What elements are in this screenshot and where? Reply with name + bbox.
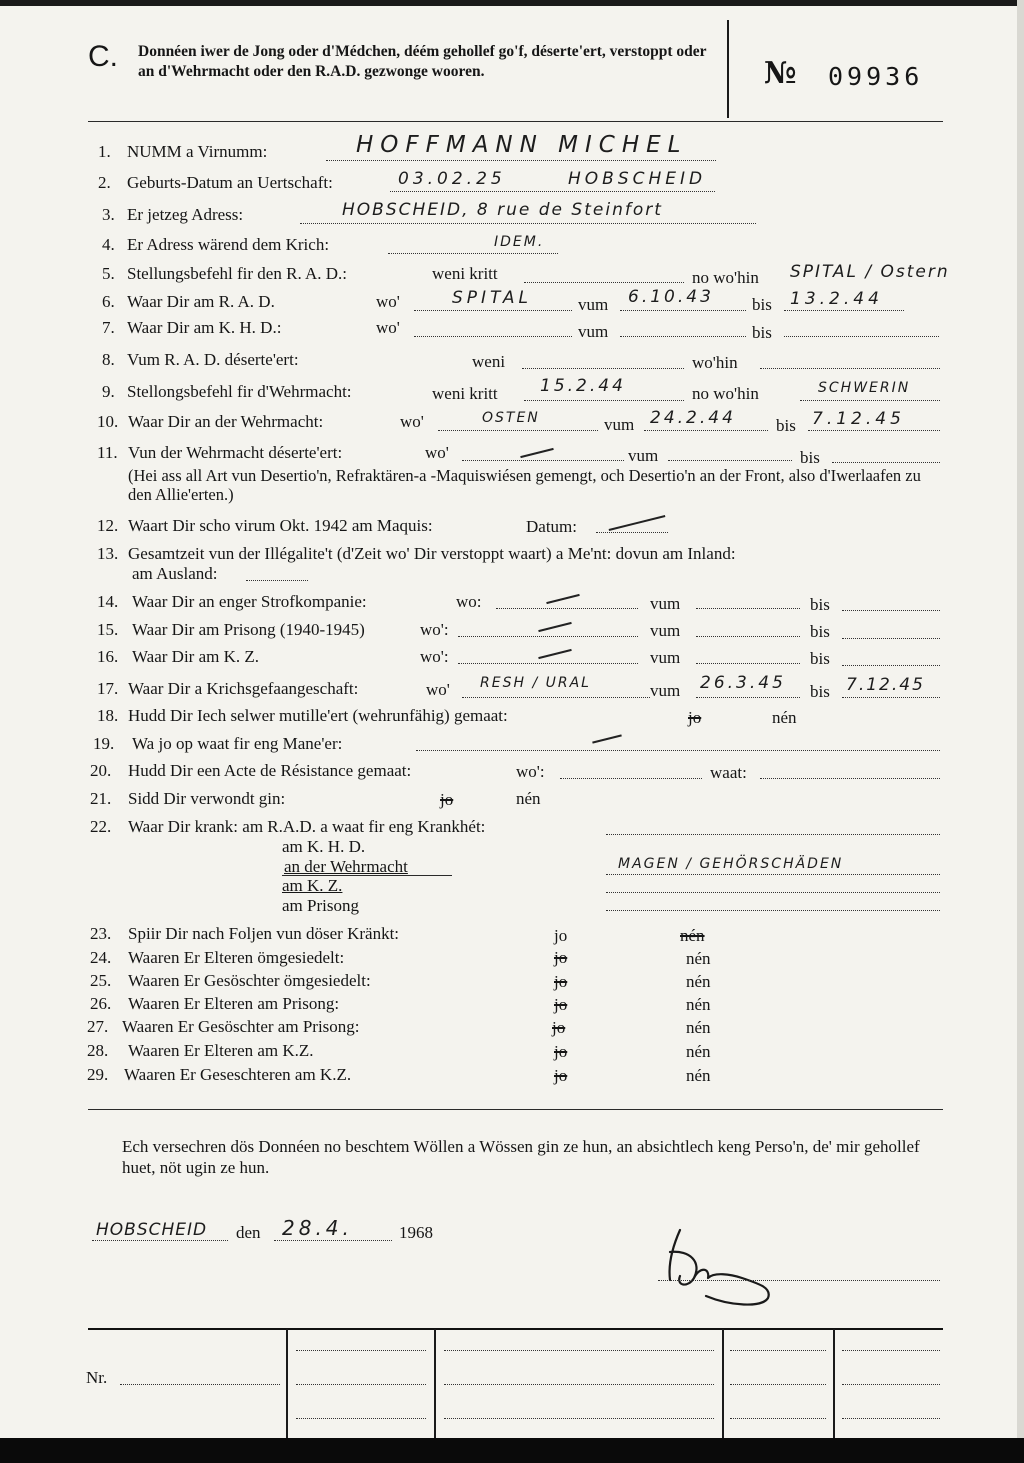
place-line[interactable]	[92, 1240, 228, 1241]
footer-c2-line-1[interactable]	[444, 1350, 714, 1351]
field-9-wohin-line[interactable]	[800, 400, 940, 401]
field-19-line[interactable]	[416, 750, 940, 751]
field-9-label: Stellongsbefehl fir d'Wehrmacht:	[127, 382, 352, 401]
field-15-bis: bis	[810, 622, 830, 641]
field-14-bis-line[interactable]	[842, 610, 940, 611]
footer-col-1	[286, 1329, 288, 1439]
field-28-number: 28.	[87, 1041, 109, 1060]
field-8-number: 8.	[102, 350, 115, 369]
field-11-bis-line[interactable]	[832, 462, 940, 463]
field-10-wo-line[interactable]	[438, 430, 598, 431]
field-17-bis: bis	[810, 682, 830, 701]
field-8-wohin-line[interactable]	[760, 368, 940, 369]
field-18-label: Hudd Dir Iech selwer mutille'ert (wehrunfähig) gemaat:	[128, 706, 508, 725]
field-16-dash	[538, 649, 571, 659]
field-25-nen[interactable]: nén	[686, 972, 711, 991]
field-15-wo-line[interactable]	[458, 636, 638, 637]
field-22-khd: am K. H. D.	[282, 837, 366, 856]
field-16-bis-line[interactable]	[842, 665, 940, 666]
field-27-nen[interactable]: nén	[686, 1018, 711, 1037]
field-4-number: 4.	[102, 235, 115, 254]
field-1-label: NUMM a Virnumm:	[127, 142, 268, 161]
field-11-vum: vum	[628, 446, 659, 465]
field-4-line[interactable]	[388, 253, 558, 254]
field-16-number: 16.	[97, 647, 119, 666]
field-19-label: Wa jo op waat fir eng Mane'er:	[132, 734, 343, 753]
nr-label: Nr.	[86, 1368, 108, 1387]
field-6-bis: bis	[752, 295, 772, 314]
field-16-vum: vum	[650, 648, 681, 667]
field-12-datum-line[interactable]	[596, 532, 668, 533]
field-24-jo[interactable]: jo	[554, 948, 568, 967]
field-7-vum-line[interactable]	[620, 336, 746, 337]
scan-edge-top	[0, 0, 1024, 6]
field-3-number: 3.	[102, 205, 115, 224]
field-9-nowohin: no wo'hin	[692, 384, 759, 403]
field-9-weni-line[interactable]	[524, 400, 684, 401]
header-divider	[727, 20, 729, 118]
field-25-label: Waaren Er Gesöschter ömgesiedelt:	[128, 971, 371, 990]
field-7-bis-line[interactable]	[784, 336, 939, 337]
field-19-number: 19.	[93, 734, 115, 753]
field-29-label: Waaren Er Geseschteren am K.Z.	[124, 1065, 352, 1084]
field-14-dash	[546, 594, 579, 604]
field-24-number: 24.	[90, 948, 112, 967]
field-17-number: 17.	[97, 679, 119, 698]
header-rule	[88, 121, 943, 122]
field-28-jo[interactable]: jo	[554, 1042, 568, 1061]
field-5-number: 5.	[102, 264, 115, 283]
field-14-bis: bis	[810, 595, 830, 614]
field-21-nen[interactable]: nén	[516, 789, 541, 808]
field-13-label: Gesamtzeit vun der Illégalite't (d'Zeit wo' Dir verstoppt waart) a Me'nt: dovun am Inland:	[128, 544, 736, 563]
field-11-vum-line[interactable]	[668, 460, 792, 461]
field-29-nen[interactable]: nén	[686, 1066, 711, 1085]
field-14-label: Waar Dir an enger Strofkompanie:	[132, 592, 367, 611]
field-7-wo: wo'	[376, 318, 400, 337]
field-7-vum: vum	[578, 322, 609, 341]
footer-c3-line-3[interactable]	[730, 1418, 826, 1419]
footer-col-3	[722, 1329, 724, 1439]
nr-line[interactable]	[120, 1384, 280, 1385]
field-29-number: 29.	[87, 1065, 109, 1084]
footer-c4-line-2[interactable]	[842, 1384, 940, 1385]
field-2-line[interactable]	[390, 191, 715, 192]
field-22-line-rad[interactable]	[606, 834, 940, 835]
field-27-jo[interactable]: jo	[552, 1018, 566, 1037]
field-11-note: (Hei ass all Art vun Desertio'n, Refraktären-a -Maquiswiésen gemengt, och Desertio'n an der Front, also d'Iwerlaafen zu den Allie'erten.)	[128, 466, 921, 504]
field-7-wo-line[interactable]	[414, 336, 572, 337]
field-29-jo[interactable]: jo	[554, 1066, 568, 1085]
field-15-vum-line[interactable]	[696, 636, 800, 637]
field-5-weni-line[interactable]	[524, 282, 684, 283]
field-1-value: HOFFMANN MICHEL	[356, 132, 688, 158]
field-1-number: 1.	[98, 142, 111, 161]
date-line[interactable]	[274, 1240, 392, 1241]
field-13-number: 13.	[97, 544, 119, 563]
field-6-label: Waar Dir am R. A. D.	[127, 292, 275, 311]
field-2-place: HOBSCHEID	[568, 169, 707, 189]
field-2-date: 03.02.25	[398, 169, 506, 189]
field-16-wo: wo':	[420, 647, 449, 666]
field-16-label: Waar Dir am K. Z.	[132, 647, 260, 666]
field-6-wo-value: SPITAL	[452, 288, 532, 308]
place-value: HOBSCHEID	[96, 1220, 208, 1240]
field-14-vum-line[interactable]	[696, 608, 800, 609]
field-15-vum: vum	[650, 621, 681, 640]
field-15-bis-line[interactable]	[842, 638, 940, 639]
field-22-line-wehrmacht[interactable]	[606, 874, 940, 875]
year-label: 1968	[399, 1223, 433, 1242]
field-23-nen[interactable]: nén	[680, 926, 705, 945]
form-title: Donnéen iwer de Jong oder d'Médchen, déém gehollef go'f, déserte'ert, verstoppt oder an d'Wehrmacht oder den R.A.D. gezwonge wooren.	[138, 43, 707, 80]
footer-c4-line-3[interactable]	[842, 1418, 940, 1419]
field-2-label: Geburts-Datum an Uertschaft:	[127, 173, 333, 192]
field-11-label: Vun der Wehrmacht déserte'ert:	[128, 443, 343, 462]
field-20-wo-line[interactable]	[560, 778, 702, 779]
field-14-number: 14.	[97, 592, 119, 611]
field-8-wohin: wo'hin	[692, 353, 738, 372]
field-27-number: 27.	[87, 1017, 109, 1036]
field-17-bis-value: 7.12.45	[846, 675, 925, 695]
field-22-kz: am K. Z.	[282, 876, 343, 895]
field-13-ausland-line[interactable]	[246, 580, 308, 581]
declaration-text: Ech versechren dös Donnéen no beschtem Wöllen a Wössen gin ze hun, an absichtlech keng Perso'n, de' mir gehollef huet, nöt ugin ze hun.	[122, 1137, 920, 1177]
field-21-jo[interactable]: jo	[440, 790, 454, 809]
field-10-wo: wo'	[400, 412, 424, 431]
footer-c2-line-3[interactable]	[444, 1418, 714, 1419]
field-2-number: 2.	[98, 173, 111, 192]
footer-c1-line-2[interactable]	[296, 1384, 426, 1385]
field-27-label: Waaren Er Gesöschter am Prisong:	[122, 1017, 360, 1036]
field-6-wo: wo'	[376, 292, 400, 311]
field-22-label: Waar Dir krank: am R.A.D. a waat fir eng Krankhét:	[128, 817, 486, 836]
footer-c1-line-1[interactable]	[296, 1350, 426, 1351]
footer-c3-line-1[interactable]	[730, 1350, 826, 1351]
number-label: №	[764, 56, 797, 91]
field-18-jo[interactable]: jo	[688, 708, 702, 727]
field-17-vum-line[interactable]	[696, 697, 800, 698]
field-20-waat-line[interactable]	[760, 778, 940, 779]
date-value: 28.4.	[282, 1216, 353, 1240]
field-20-number: 20.	[90, 761, 112, 780]
field-11-bis: bis	[800, 448, 820, 467]
field-4-label: Er Adress wärend dem Krich:	[127, 235, 330, 254]
field-17-label: Waar Dir a Krichsgefaangeschaft:	[128, 679, 359, 698]
field-10-bis: bis	[776, 416, 796, 435]
field-16-wo-line[interactable]	[458, 663, 638, 664]
field-6-vum-value: 6.10.43	[628, 287, 714, 307]
field-7-bis: bis	[752, 323, 772, 342]
field-23-jo[interactable]: jo	[554, 926, 568, 945]
field-17-wo-value: RESH / URAL	[480, 675, 591, 691]
field-6-wo-line[interactable]	[414, 310, 572, 311]
field-3-value: HOBSCHEID, 8 rue de Steinfort	[342, 200, 663, 220]
field-21-number: 21.	[90, 789, 112, 808]
field-17-wo: wo'	[426, 680, 450, 699]
field-14-wo: wo:	[456, 592, 482, 611]
field-7-label: Waar Dir am K. H. D.:	[127, 318, 282, 337]
field-20-label: Hudd Dir een Acte de Résistance gemaat:	[128, 761, 412, 780]
field-5-weni: weni kritt	[432, 264, 498, 283]
field-15-dash	[538, 622, 571, 632]
footer-c4-line-1[interactable]	[842, 1350, 940, 1351]
field-18-number: 18.	[97, 706, 119, 725]
field-26-label: Waaren Er Elteren am Prisong:	[128, 994, 340, 1013]
field-3-label: Er jetzeg Adress:	[127, 205, 244, 224]
field-26-jo[interactable]: jo	[554, 995, 568, 1014]
field-9-number: 9.	[102, 382, 115, 401]
field-23-label: Spiir Dir nach Foljen vun döser Kränkt:	[128, 924, 400, 943]
field-6-bis-line[interactable]	[784, 310, 904, 311]
field-28-label: Waaren Er Elteren am K.Z.	[128, 1041, 314, 1060]
field-22-wehrmacht: an der Wehrmacht	[284, 857, 408, 876]
field-10-label: Waar Dir an der Wehrmacht:	[128, 412, 324, 431]
field-10-bis-value: 7.12.45	[812, 409, 905, 429]
field-26-number: 26.	[90, 994, 112, 1013]
field-25-jo[interactable]: jo	[554, 972, 568, 991]
field-20-wo: wo':	[516, 762, 545, 781]
field-8-label: Vum R. A. D. déserte'ert:	[127, 350, 299, 369]
field-13-ausland: am Ausland:	[132, 564, 218, 583]
field-6-number: 6.	[102, 292, 115, 311]
footer-c2-line-2[interactable]	[444, 1384, 714, 1385]
field-17-vum: vum	[650, 681, 681, 700]
field-23-number: 23.	[90, 924, 112, 943]
field-17-vum-value: 26.3.45	[700, 673, 786, 693]
field-15-label: Waar Dir am Prisong (1940-1945)	[132, 620, 365, 639]
section-rule	[88, 1109, 943, 1110]
footer-c1-line-3[interactable]	[296, 1418, 426, 1419]
signature	[650, 1222, 790, 1312]
field-1-line[interactable]	[326, 160, 716, 161]
field-5-wohin-value: SPITAL / Ostern	[790, 262, 950, 282]
field-22-line-prisong[interactable]	[606, 910, 940, 911]
field-19-dash	[592, 734, 622, 743]
footer-col-4	[833, 1329, 835, 1439]
field-6-vum-line[interactable]	[620, 310, 746, 311]
field-15-number: 15.	[97, 620, 119, 639]
field-16-vum-line[interactable]	[696, 663, 800, 664]
field-21-label: Sidd Dir verwondt gin:	[128, 789, 286, 808]
field-10-vum-value: 24.2.44	[650, 408, 736, 428]
scan-edge-right	[1017, 0, 1024, 1463]
field-5-nowohin: no wo'hin	[692, 268, 759, 287]
field-12-number: 12.	[97, 516, 119, 535]
field-24-nen[interactable]: nén	[686, 949, 711, 968]
field-22-line-kz[interactable]	[606, 892, 940, 893]
field-9-weni: weni kritt	[432, 384, 498, 403]
footer-col-2	[434, 1329, 436, 1439]
field-15-wo: wo':	[420, 620, 449, 639]
field-12-datum: Datum:	[526, 517, 577, 536]
field-17-wo-line[interactable]	[462, 697, 650, 698]
field-12-dash	[609, 515, 666, 531]
field-11-wo-line[interactable]	[462, 460, 624, 461]
field-7-number: 7.	[102, 318, 115, 337]
field-16-bis: bis	[810, 649, 830, 668]
footer-c3-line-2[interactable]	[730, 1384, 826, 1385]
field-10-vum-line[interactable]	[644, 430, 768, 431]
field-11-wo: wo'	[425, 443, 449, 462]
scan-edge-bottom	[0, 1438, 1024, 1463]
field-3-line[interactable]	[300, 223, 756, 224]
field-20-waat: waat:	[710, 763, 747, 782]
field-17-bis-line[interactable]	[842, 697, 940, 698]
field-14-wo-line[interactable]	[496, 608, 638, 609]
field-11-dash	[520, 448, 553, 458]
field-24-label: Waaren Er Elteren ömgesiedelt:	[128, 948, 345, 967]
field-10-wo-value: OSTEN	[482, 410, 540, 426]
field-26-nen[interactable]: nén	[686, 995, 711, 1014]
field-22-value: MAGEN / GEHÖRSCHÄDEN	[618, 856, 844, 872]
field-28-nen[interactable]: nén	[686, 1042, 711, 1061]
field-25-number: 25.	[90, 971, 112, 990]
field-14-vum: vum	[650, 594, 681, 613]
field-5-label: Stellungsbefehl fir den R. A. D.:	[127, 264, 348, 283]
field-9-weni-value: 15.2.44	[540, 376, 626, 396]
signature-line[interactable]	[658, 1280, 940, 1281]
field-6-vum: vum	[578, 295, 609, 314]
field-8-weni-line[interactable]	[522, 368, 684, 369]
field-4-value: IDEM.	[494, 234, 545, 250]
field-11-number: 11.	[97, 443, 118, 462]
field-8-weni: weni	[472, 352, 506, 371]
field-18-nen[interactable]: nén	[772, 708, 797, 727]
footer-top-rule	[88, 1328, 943, 1330]
field-22-number: 22.	[90, 817, 112, 836]
den-label: den	[236, 1223, 261, 1242]
field-10-bis-line[interactable]	[808, 430, 940, 431]
field-12-label: Waart Dir scho virum Okt. 1942 am Maquis:	[128, 516, 433, 535]
section-letter: C.	[88, 40, 118, 73]
field-22-prisong: am Prisong	[282, 896, 359, 915]
field-10-vum: vum	[604, 415, 635, 434]
field-6-bis-value: 13.2.44	[790, 289, 883, 309]
field-10-number: 10.	[97, 412, 119, 431]
field-9-wohin-value: SCHWERIN	[818, 380, 911, 396]
form-number: 09936	[828, 62, 924, 91]
